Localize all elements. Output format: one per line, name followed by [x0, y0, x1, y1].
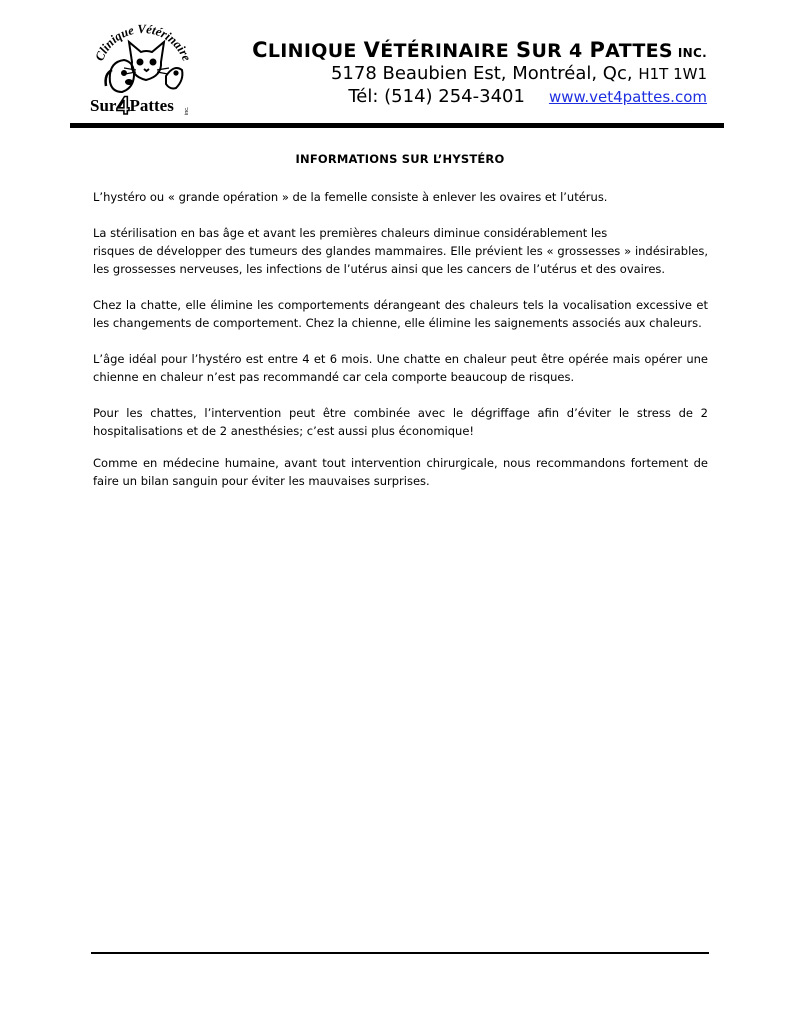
postal-code: H1T 1W1	[638, 65, 707, 83]
paragraph-intro: L’hystéro ou « grande opération » de la femelle consiste à enlever les ovaires et l’utérus.	[93, 190, 608, 204]
paragraph-age-ideal: L’âge idéal pour l’hystéro est entre 4 et 6 mois. Une chatte en chaleur peut être opérée mais opérer une chienne en chaleur n’est pas recommandé car cela comporte beaucoup de risques.	[93, 352, 708, 384]
clinic-address	[331, 63, 707, 84]
dog-icon	[106, 60, 134, 92]
logo-arc-text: Clinique Vétérinaire	[92, 21, 194, 64]
cat-icon	[124, 42, 169, 80]
clinic-logo	[84, 18, 202, 120]
document-title: INFORMATIONS SUR L’HYSTÉRO	[295, 152, 505, 166]
paragraph-sterilisation-line1: La stérilisation en bas âge et avant les premières chaleurs diminue considérablement les	[93, 226, 608, 240]
website-link[interactable]: www.vet4pattes.com	[548, 88, 707, 106]
paragraph-bilan-sanguin: Comme en médecine humaine, avant tout intervention chirurgicale, nous recommandons fortement de faire un bilan sanguin pour éviter les mauvaises surprises.	[93, 456, 708, 488]
street-address: 5178 Beaubien Est, Montréal, Qc,	[330, 63, 633, 84]
logo-inc: inc.	[184, 106, 190, 115]
small-animal-icon	[166, 68, 182, 89]
clinic-phone: Tél: (514) 254-3401	[348, 86, 525, 107]
logo-wordmark: Sur4Pattes	[90, 91, 174, 120]
paragraph-degriffage: Pour les chattes, l’intervention peut être combinée avec le dégriffage afin d’éviter le stress de 2 hospitalisations et de 2 anesthésies; c’est aussi plus économique!	[93, 406, 708, 438]
contact-line	[348, 86, 707, 107]
clinic-name: CLINIQUE VÉTÉRINAIRE SUR 4 PATTES INC.	[252, 38, 707, 62]
paragraph-chatte-chienne: Chez la chatte, elle élimine les comportements dérangeant des chaleurs tels la vocalisation excessive et les changements de comportement. Chez la chienne, elle élimine les saignements associés aux chaleurs.	[93, 298, 708, 330]
logo-graphic	[84, 18, 202, 120]
header-divider	[70, 123, 724, 128]
paragraph-sterilisation: risques de développer des tumeurs des glandes mammaires. Elle prévient les « grossesses » indésirables, les grossesses nerveuses, les infections de l’utérus ainsi que les cancers de l’utérus et des ovaires.	[93, 244, 708, 276]
footer-divider	[91, 952, 709, 954]
document-body	[93, 188, 708, 490]
